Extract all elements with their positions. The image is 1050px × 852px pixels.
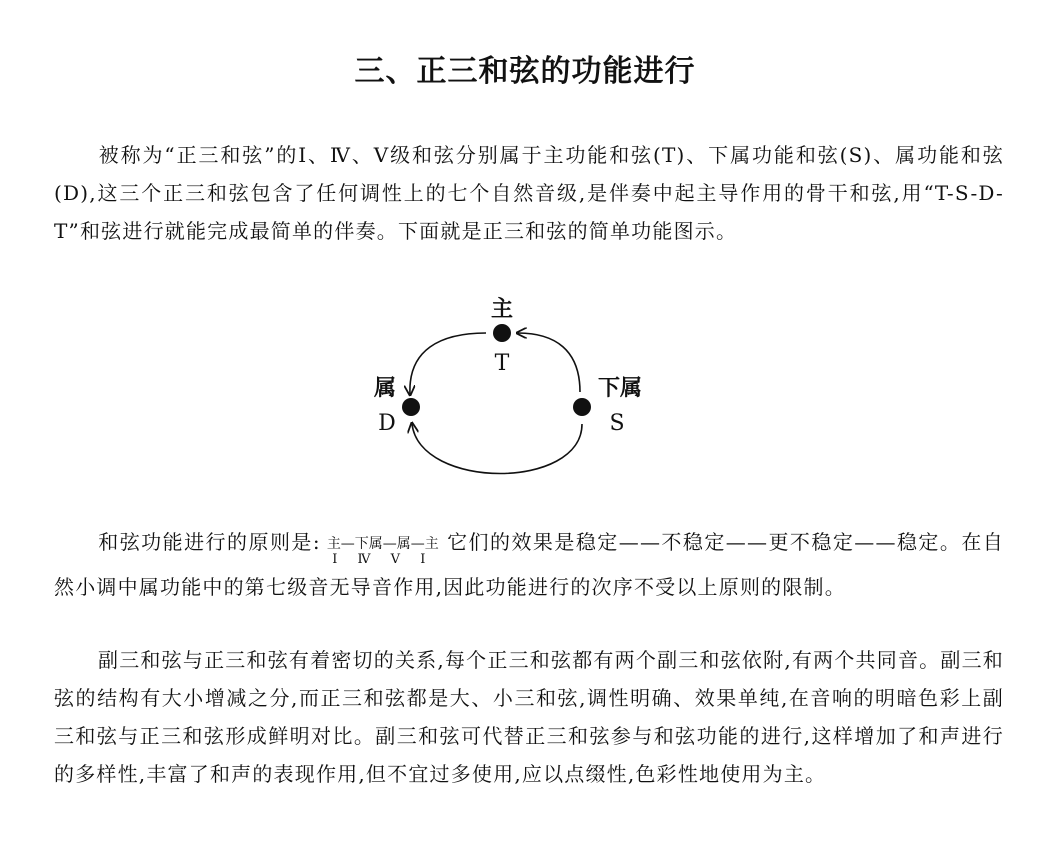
tonic-label: 主	[490, 297, 514, 322]
dominant-label: 属	[373, 376, 397, 401]
subdominant-node	[573, 398, 591, 416]
progression-notation	[327, 536, 439, 568]
paragraph-intro-text: 被称为“正三和弦”的Ⅰ、Ⅳ、Ⅴ级和弦分别属于主功能和弦(T)、下属功能和弦(S)、属功能和弦(D),这三个正三和弦包含了任何调性上的七个自然音级,是伴奏中起主导作用的骨干和弦,用“T-S-D-T”和弦进行就能完成最简单的伴奏。下面就是正三和弦的简单功能图示。	[54, 143, 1004, 243]
subdominant-label: 下属	[597, 376, 643, 401]
dominant-symbol: D	[378, 411, 396, 436]
paragraph-secondary-text: 副三和弦与正三和弦有着密切的关系,每个正三和弦都有两个副三和弦依附,有两个共同音。副三和弦的结构有大小增减之分,而正三和弦都是大、小三和弦,调性明确、效果单纯,在音响的明暗色彩上副三和弦与正三和弦形成鲜明对比。副三和弦可代替正三和弦参与和弦功能的进行,这样增加了和声进行的多样性,丰富了和声的表现作用,但不宜过多使用,应以点缀性,色彩性地使用为主。	[54, 648, 1004, 786]
principle-rest: 它们的效果是稳定——不稳定——更不稳定——稳定。在自然小调中属功能中的第七级音无导音作用,因此功能进行的次序不受以上原则的限制。	[54, 530, 1004, 599]
paragraph-secondary-triads	[54, 641, 1004, 793]
progression-degrees: Ⅰ Ⅳ Ⅴ Ⅰ	[332, 552, 434, 567]
progression-functions: 主—下属—属—主	[326, 536, 439, 552]
tonic-node	[493, 324, 511, 342]
dominant-node	[402, 398, 420, 416]
principle-lead: 和弦功能进行的原则是:	[98, 530, 321, 554]
section-title: 三、正三和弦的功能进行	[354, 54, 696, 89]
paragraph-principle	[54, 523, 1004, 606]
tonic-symbol: T	[494, 351, 510, 376]
arc-tonic-to-dominant	[410, 333, 486, 394]
arc-subdominant-to-dominant	[412, 424, 582, 474]
subdominant-symbol: S	[609, 411, 625, 436]
arc-subdominant-to-tonic	[518, 333, 580, 392]
